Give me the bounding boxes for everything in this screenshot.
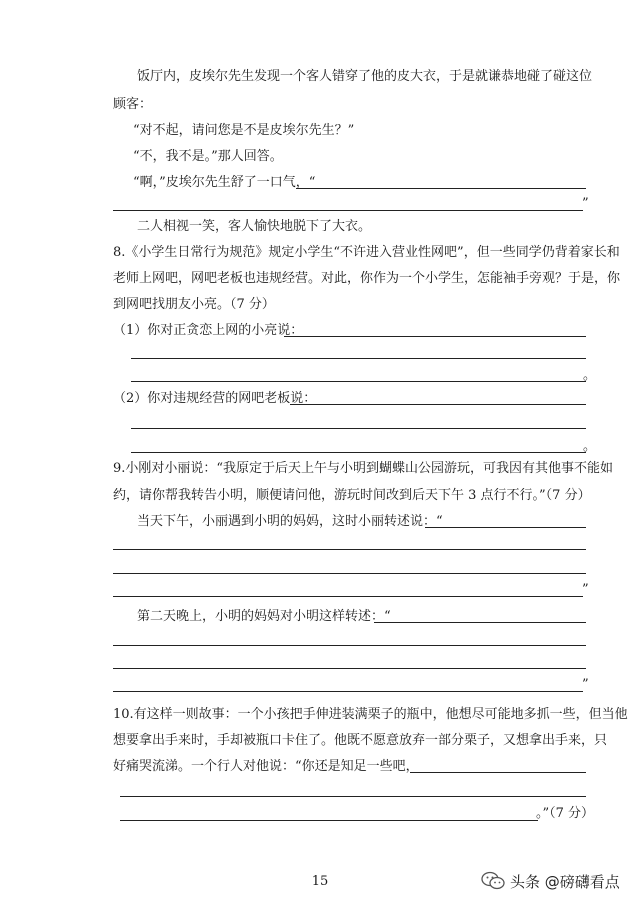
page-number: 15	[311, 874, 329, 889]
q10-answer-line-2[interactable]	[120, 796, 586, 797]
q8-sub2-prompt: （2）你对违规经营的网吧老板说：	[113, 391, 317, 406]
watermark-text: 头条 @磅礴看点	[510, 872, 620, 891]
q9-line-2: 约，请你帮我转告小明，顺便请问他，游玩时间改到后天下午 3 点行不行。”（7 分）	[113, 488, 591, 503]
q9-answer-1-close-quote: ”	[582, 582, 589, 597]
q8-sub1-period: 。	[583, 368, 597, 383]
story-answer-line-1[interactable]	[296, 188, 586, 189]
q10-ending: 。”（7 分）	[536, 806, 595, 821]
q8-line-3: 到网吧找朋友小亮。（7 分）	[113, 297, 275, 312]
q9-answer-2-close-quote: ”	[582, 677, 589, 692]
q9-answer-1-line-1[interactable]	[425, 527, 586, 528]
watermark	[480, 867, 630, 895]
q8-sub2-answer-line-3[interactable]	[131, 452, 586, 453]
story-paragraph-line-2: 顾客：	[113, 97, 153, 112]
story-dialogue-3: “啊，”皮埃尔先生舒了一口气，“	[133, 175, 316, 190]
q8-sub2-period: 。	[583, 439, 597, 454]
story-paragraph-line-1: 饭厅内，皮埃尔先生发现一个客人错穿了他的皮大衣，于是就谦恭地碰了碰这位	[137, 69, 593, 84]
q8-sub2-answer-line-1[interactable]	[290, 404, 586, 405]
q9-answer-1-line-4[interactable]	[113, 596, 583, 597]
story-dialogue-2: “不，我不是。”那人回答。	[133, 149, 283, 164]
q10-line-1: 10.有这样一则故事：一个小孩把手伸进装满栗子的瓶中，他想尽可能地多抓一些，但当他	[113, 707, 628, 722]
q8-line-1: 8.《小学生日常行为规范》规定小学生“不许进入营业性网吧”，但一些同学仍背着家长和	[113, 245, 620, 260]
q8-sub1-answer-line-2[interactable]	[131, 358, 586, 359]
wechat-icon	[480, 871, 506, 891]
q9-answer-2-line-2[interactable]	[113, 645, 586, 646]
q8-sub1-answer-line-3[interactable]	[131, 381, 586, 382]
q9-answer-2-line-4[interactable]	[113, 691, 583, 692]
q10-line-2: 想要拿出手来时，手却被瓶口卡住了。他既不愿意放弃一部分栗子，又想拿出手来，只	[113, 733, 608, 748]
q9-answer-1-line-3[interactable]	[113, 573, 586, 574]
q10-answer-line-1[interactable]	[410, 772, 586, 773]
story-answer-line-2[interactable]	[113, 210, 583, 211]
q10-answer-line-3[interactable]	[120, 820, 538, 821]
q9-answer-2-line-1[interactable]	[374, 622, 586, 623]
q8-sub1-answer-line-1[interactable]	[284, 336, 586, 337]
q9-answer-2-line-3[interactable]	[113, 668, 586, 669]
story-ending: 二人相视一笑，客人愉快地脱下了大衣。	[137, 219, 372, 234]
q9-prompt-2: 第二天晚上，小明的妈妈对小明这样转述：“	[137, 609, 391, 624]
q8-sub2-answer-line-2[interactable]	[131, 428, 586, 429]
story-dialogue-1: “对不起，请问您是不是皮埃尔先生？”	[133, 123, 355, 138]
q9-answer-1-line-2[interactable]	[113, 549, 586, 550]
q8-sub1-prompt: （1）你对正贪恋上网的小亮说：	[113, 323, 304, 338]
q9-line-1: 9.小刚对小丽说：“我原定于后天上午与小明到蝴蝶山公园游玩，可我因有其他事不能如	[113, 461, 614, 476]
story-close-quote: ”	[582, 196, 589, 211]
q8-line-2: 老师上网吧，网吧老板也违规经营。对此，你作为一个小学生，怎能袖手旁观？于是，你	[113, 271, 621, 286]
q9-prompt-1: 当天下午，小丽遇到小明的妈妈，这时小丽转述说：“	[137, 514, 443, 529]
q10-line-3: 好痛哭流涕。一个行人对他说：“你还是知足一些吧，	[113, 759, 419, 774]
